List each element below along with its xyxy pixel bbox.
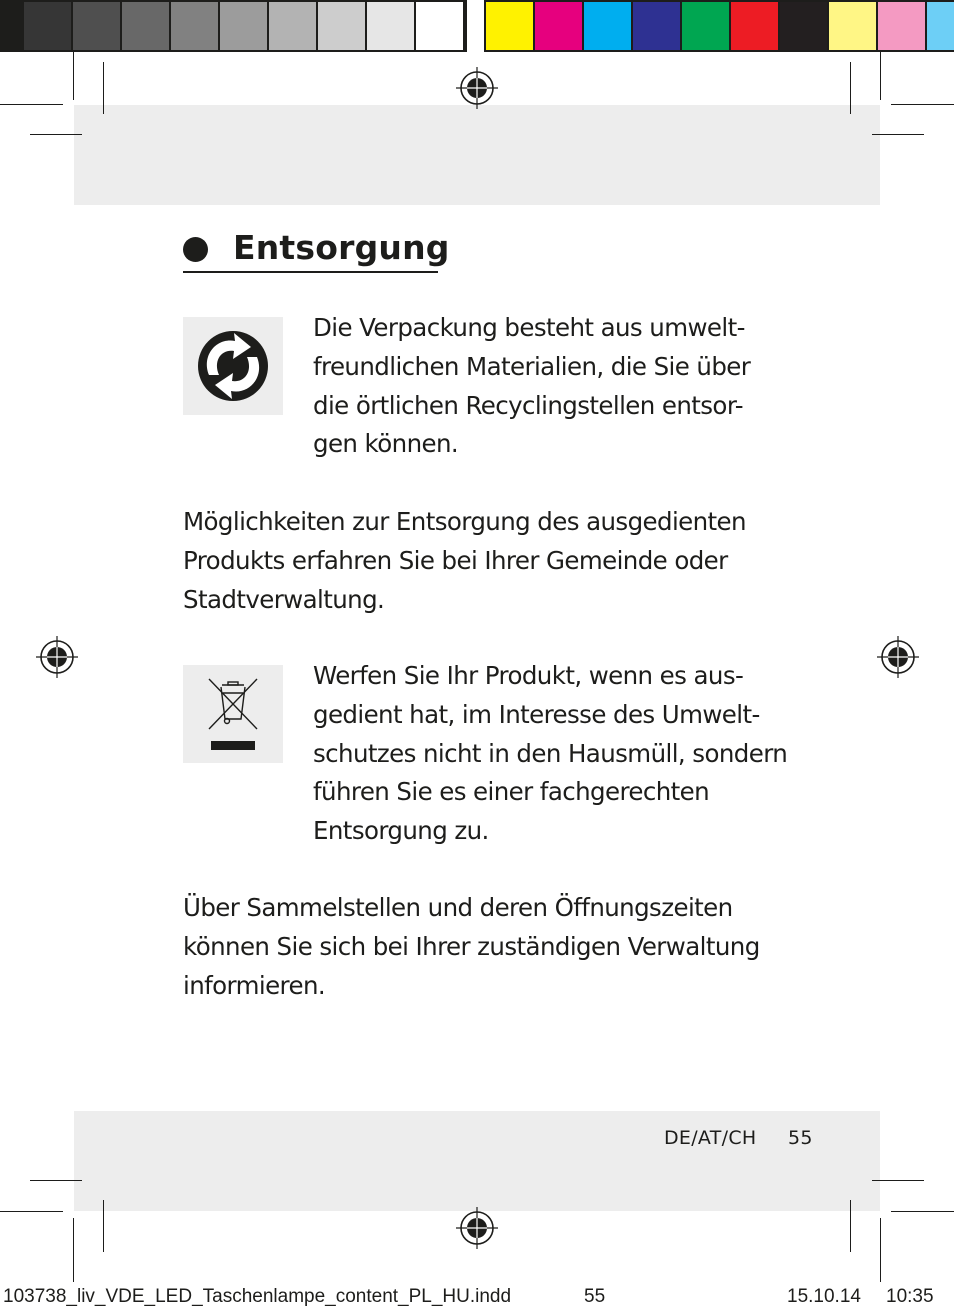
registration-mark-icon xyxy=(877,636,919,678)
text-line: gen können. xyxy=(313,429,459,459)
registration-mark-icon xyxy=(456,1207,498,1249)
crop-mark xyxy=(880,1218,881,1282)
page-number: 55 xyxy=(788,1127,813,1149)
crop-mark xyxy=(891,104,954,105)
text-line: informieren. xyxy=(183,970,326,1000)
weee-disposal-text xyxy=(313,657,787,851)
slug-time: 10:35 xyxy=(886,1286,934,1307)
text-line: Die Verpackung besteht aus umwelt- xyxy=(313,313,745,342)
text-line: die örtlichen Recyclingstellen entsor- xyxy=(313,390,743,420)
grayscale-swatches xyxy=(0,0,467,52)
gray-swatch xyxy=(220,2,267,50)
slug-date: 15.10.14 xyxy=(787,1286,861,1307)
gray-swatch xyxy=(367,2,414,50)
gray-swatch xyxy=(122,2,169,50)
color-swatch xyxy=(927,2,954,50)
crop-mark xyxy=(850,1200,851,1252)
gray-swatch xyxy=(0,2,22,50)
color-swatch xyxy=(682,2,729,50)
text-line: schutzes nicht in den Hausmüll, sondern xyxy=(313,738,788,768)
green-dot-icon-box xyxy=(183,317,283,415)
text-line: Stadtverwaltung. xyxy=(183,584,385,614)
color-swatch xyxy=(486,2,533,50)
registration-mark-icon xyxy=(456,67,498,109)
green-dot-recycling-icon xyxy=(183,317,283,415)
crop-mark xyxy=(30,1180,82,1181)
color-swatch xyxy=(584,2,631,50)
color-swatch xyxy=(731,2,778,50)
slug-filename: 103738_liv_VDE_LED_Taschenlampe_content_PL_HU.indd xyxy=(3,1286,512,1307)
text-line: Produkts erfahren Sie bei Ihrer Gemeinde oder xyxy=(183,545,728,575)
footer-band xyxy=(74,1111,880,1211)
text-line: Werfen Sie Ihr Produkt, wenn es aus- xyxy=(313,661,744,690)
text-line: Entsorgung zu. xyxy=(313,816,489,846)
heading-bullet xyxy=(183,237,208,262)
collection-points-text xyxy=(183,889,760,1005)
gray-swatch xyxy=(24,2,71,50)
crop-mark xyxy=(103,62,104,114)
section-heading: Entsorgung xyxy=(233,228,450,267)
text-line: freundlichen Materialien, die Sie über xyxy=(313,351,751,381)
header-band xyxy=(74,105,880,205)
crop-mark xyxy=(73,1218,74,1282)
text-line: Möglichkeiten zur Entsorgung des ausgedienten xyxy=(183,507,746,536)
crop-mark xyxy=(30,134,82,135)
gray-swatch xyxy=(416,2,463,50)
footer-region: DE/AT/CH xyxy=(664,1127,757,1149)
packaging-text xyxy=(313,309,750,464)
crop-mark xyxy=(891,1211,954,1212)
text-line: gedient hat, im Interesse des Umwelt- xyxy=(313,699,760,729)
disposal-options-text xyxy=(183,503,746,619)
crop-mark xyxy=(872,134,924,135)
gray-swatch xyxy=(318,2,365,50)
process-color-swatches xyxy=(484,0,954,52)
crop-mark xyxy=(880,52,881,100)
color-control-strip xyxy=(0,0,954,52)
slug-page: 55 xyxy=(584,1286,606,1307)
text-line: können Sie sich bei Ihrer zuständigen Verwaltung xyxy=(183,931,760,961)
gray-swatch xyxy=(171,2,218,50)
color-swatch xyxy=(780,2,827,50)
text-line: Über Sammelstellen und deren Öffnungszeiten xyxy=(183,893,733,922)
crop-mark xyxy=(0,104,63,105)
text-line: führen Sie es einer fachgerechten xyxy=(313,777,710,807)
color-swatch xyxy=(829,2,876,50)
registration-mark-icon xyxy=(36,636,78,678)
crossed-out-wheelie-bin-icon xyxy=(183,665,283,763)
crop-mark xyxy=(103,1200,104,1252)
color-swatch xyxy=(535,2,582,50)
color-swatch xyxy=(633,2,680,50)
color-swatch xyxy=(878,2,925,50)
crop-mark xyxy=(850,62,851,114)
crop-mark xyxy=(73,52,74,100)
gray-swatch xyxy=(269,2,316,50)
heading-underline xyxy=(183,271,438,273)
crop-mark xyxy=(872,1180,924,1181)
crop-mark xyxy=(0,1211,63,1212)
weee-icon-box xyxy=(183,665,283,763)
gray-swatch xyxy=(73,2,120,50)
